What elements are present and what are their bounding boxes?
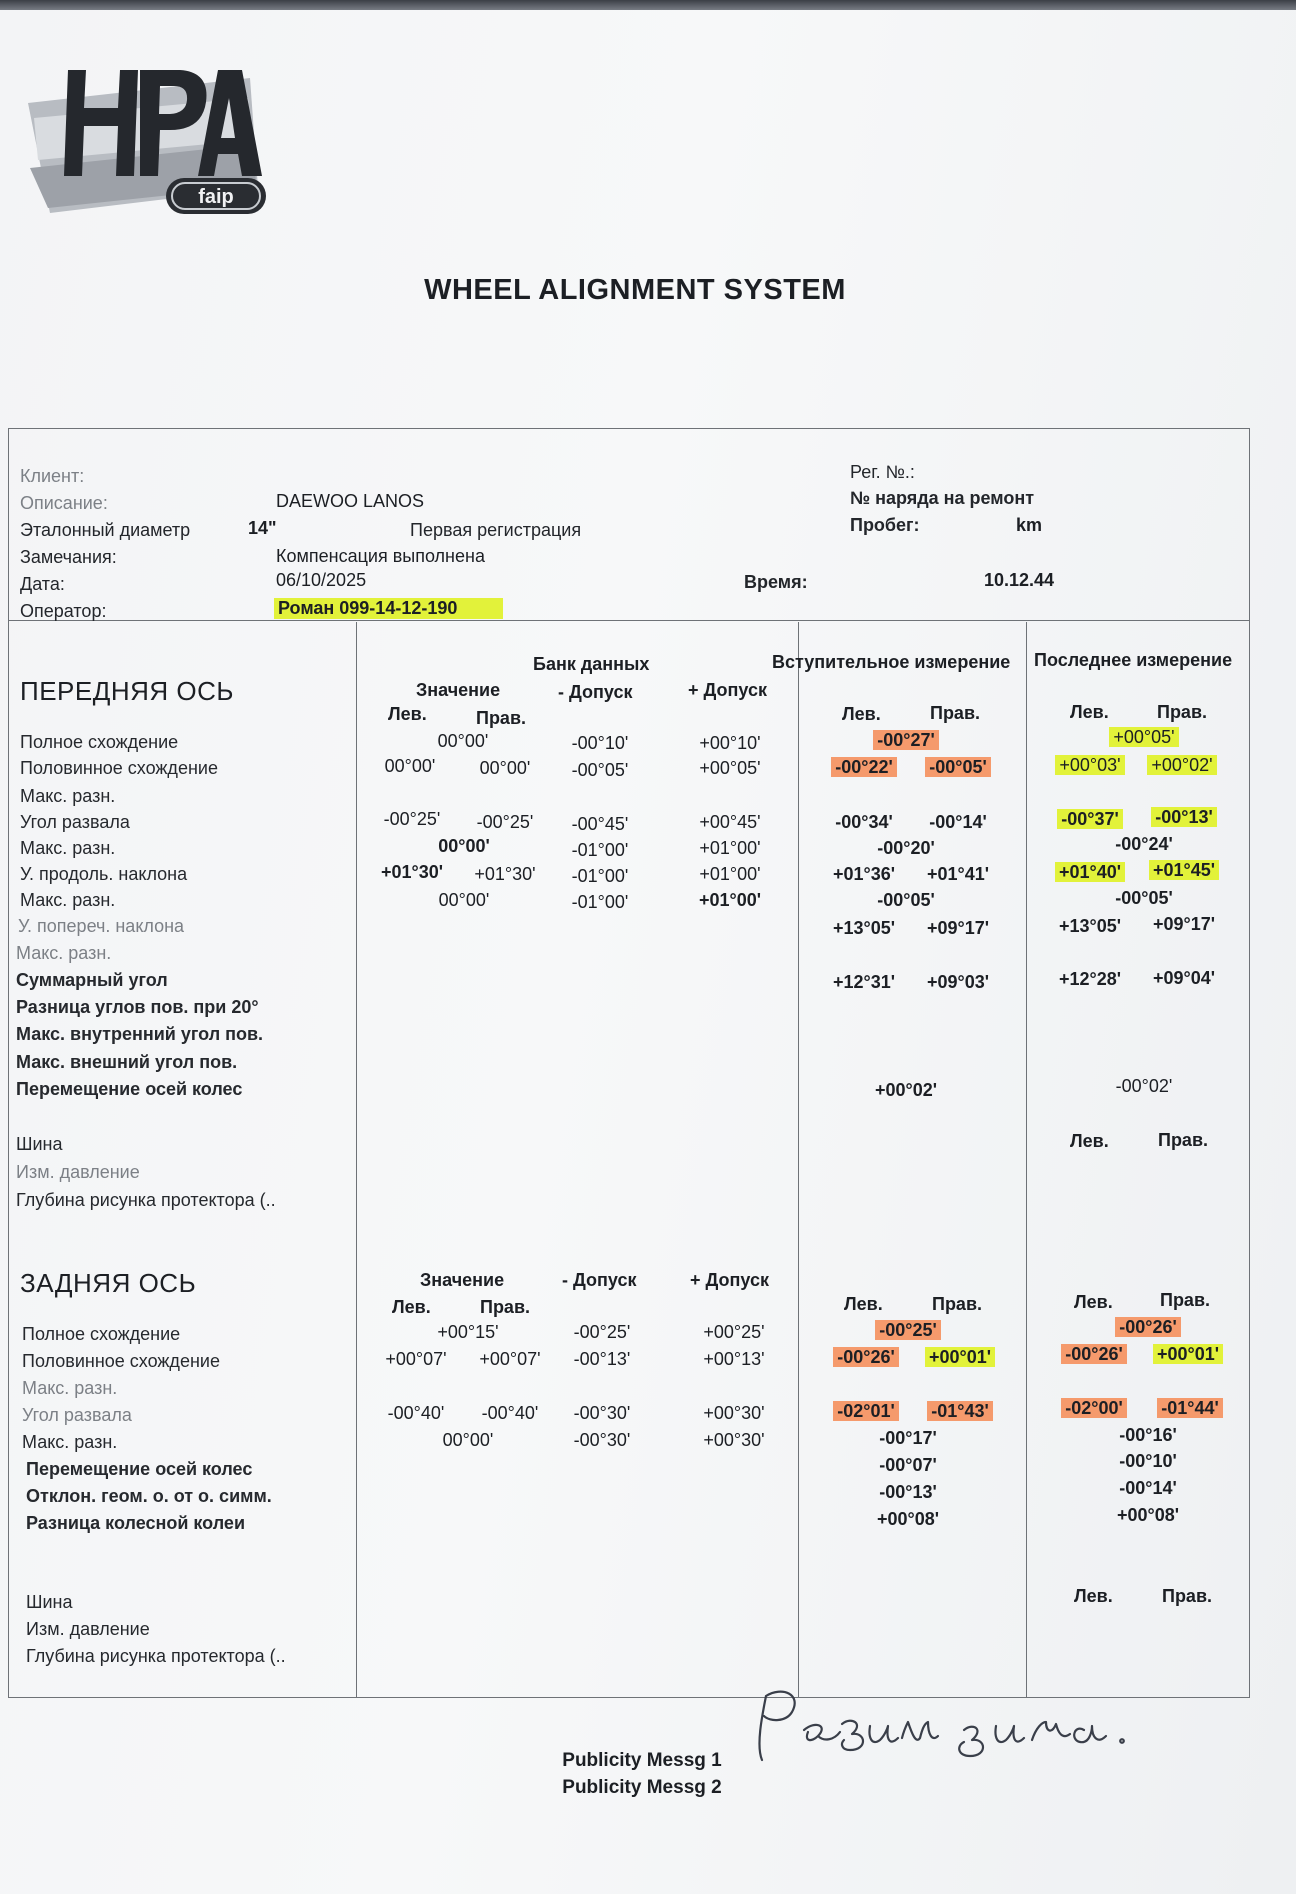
front-caster-diff-plus-tol: +01°00' — [698, 890, 762, 910]
rear-half-toe-label: Половинное схождение — [22, 1351, 220, 1371]
time-label: Время: — [744, 572, 808, 592]
front-caster-plus-tol: +01°00' — [699, 864, 761, 884]
front-caster-label: У. продоль. наклона — [20, 864, 188, 884]
rear-camber-minus-tol: -00°30' — [573, 1403, 631, 1423]
front-caster-last-left: +01°40' — [1055, 862, 1125, 882]
initial-measurement-header: Вступительное измерение — [772, 652, 1011, 672]
rear-track-diff-initial: +00°08' — [876, 1509, 940, 1529]
front-included-initial-right: +09°03' — [926, 972, 990, 992]
front-caster-value-left: +01°30' — [380, 862, 444, 882]
rear-camber-value-right: -00°40' — [481, 1403, 539, 1423]
operator-label: Оператор: — [20, 601, 107, 621]
date-value: 06/10/2025 — [276, 570, 367, 590]
last-right-header: Прав. — [1157, 702, 1208, 722]
remarks-label: Замечания: — [20, 547, 117, 567]
front-included-label: Суммарный угол — [16, 970, 168, 990]
rear-half-toe-value-left: +00°07' — [385, 1349, 447, 1369]
time-value: 10.12.44 — [984, 570, 1055, 590]
front-caster-diff-initial: -00°05' — [877, 890, 935, 910]
front-tyre-label: Шина — [16, 1134, 63, 1154]
front-total-toe-minus-tol: -00°10' — [571, 733, 629, 753]
rear-max-diff-1-label: Макс. разн. — [22, 1378, 118, 1398]
front-camber-diff-initial: -00°20' — [877, 838, 935, 858]
rear-axle-title: ЗАДНЯЯ ОСЬ — [20, 1268, 197, 1298]
front-total-toe-value: 00°00' — [437, 731, 489, 751]
rear-initial-right-header: Прав. — [932, 1294, 983, 1314]
front-tread-label: Глубина рисунка протектора (.. — [16, 1190, 276, 1210]
front-tyre-left-header: Лев. — [1070, 1131, 1109, 1151]
rear-half-toe-last-left: -00°26' — [1061, 1344, 1127, 1364]
front-kpi-label: У. попереч. наклона — [18, 916, 185, 936]
front-caster-initial-left: +01°36' — [832, 864, 896, 884]
front-camber-initial-left: -00°34' — [835, 812, 893, 832]
rear-half-toe-plus-tol: +00°13' — [703, 1349, 765, 1369]
front-total-toe-plus-tol: +00°10' — [699, 733, 761, 753]
front-half-toe-value-right: 00°00' — [479, 758, 531, 778]
front-caster-diff-last: -00°05' — [1115, 888, 1173, 908]
front-tyre-right-header: Прав. — [1158, 1130, 1209, 1150]
value-left-header: Лев. — [388, 704, 427, 724]
front-kpi-initial-right: +09°17' — [926, 918, 990, 938]
front-camber-diff-minus-tol: -01°00' — [571, 840, 629, 860]
repair-order-label: № наряда на ремонт — [850, 488, 1035, 508]
description-value: DAEWOO LANOS — [276, 491, 425, 511]
ref-diameter-value: 14" — [248, 518, 277, 538]
rear-tyre-label: Шина — [26, 1592, 73, 1612]
front-kpi-last-left: +13°05' — [1058, 916, 1122, 936]
rear-total-toe-label: Полное схождение — [22, 1324, 181, 1344]
rear-tread-label: Глубина рисунка протектора (.. — [26, 1646, 286, 1666]
rear-tyre-left-header: Лев. — [1074, 1586, 1113, 1606]
column-divider-1 — [356, 622, 357, 1698]
front-included-initial-left: +12°31' — [832, 972, 896, 992]
rear-camber-diff-initial: -00°17' — [879, 1428, 937, 1448]
rear-half-toe-last-right: +00°01' — [1153, 1344, 1223, 1364]
front-included-last-left: +12°28' — [1058, 969, 1122, 989]
rear-camber-initial-left: -02°01' — [833, 1401, 899, 1421]
rear-initial-left-header: Лев. — [844, 1294, 883, 1314]
databank-header: Банк данных — [533, 654, 650, 674]
rear-half-toe-value-right: +00°07' — [479, 1349, 541, 1369]
column-divider-3 — [1026, 622, 1027, 1698]
rear-thrust-label: Отклон. геом. о. от о. симм. — [26, 1486, 272, 1506]
front-setback-initial: +00°02' — [874, 1080, 938, 1100]
front-caster-value-right: +01°30' — [474, 864, 536, 884]
rear-half-toe-initial-left: -00°26' — [833, 1347, 899, 1367]
first-registration-label: Первая регистрация — [410, 520, 582, 540]
plus-tol-header: + Допуск — [688, 680, 768, 700]
operator-value: Роман 099-14-12-190 — [274, 598, 503, 619]
rear-max-diff-2-label: Макс. разн. — [22, 1432, 118, 1452]
rear-value-header: Значение — [420, 1270, 505, 1290]
front-max-diff-2-label: Макс. разн. — [20, 838, 116, 858]
mileage-label: Пробег: — [850, 515, 920, 535]
front-half-toe-last-right: +00°02' — [1147, 755, 1216, 775]
front-caster-diff-value: 00°00' — [438, 890, 490, 910]
front-camber-last-left: -00°37' — [1057, 809, 1123, 829]
rear-camber-last-left: -02°00' — [1061, 1398, 1127, 1418]
front-total-toe-label: Полное схождение — [20, 732, 179, 752]
front-total-toe-last: +00°05' — [1109, 727, 1178, 747]
rear-last-left-header: Лев. — [1074, 1292, 1113, 1312]
rear-total-toe-value: +00°15' — [437, 1322, 499, 1342]
publicity-message-2: Publicity Messg 2 — [562, 1777, 722, 1798]
value-header: Значение — [416, 680, 501, 700]
rear-setback-last: -00°10' — [1119, 1451, 1177, 1471]
value-right-header: Прав. — [476, 708, 527, 728]
front-camber-value-right: -00°25' — [476, 812, 534, 832]
front-included-last-right: +09°04' — [1152, 968, 1216, 988]
front-max-diff-3-label: Макс. разн. — [20, 890, 116, 910]
rear-track-diff-last: +00°08' — [1116, 1505, 1180, 1525]
rear-camber-diff-minus-tol: -00°30' — [573, 1430, 631, 1450]
description-label: Описание: — [20, 493, 108, 513]
front-pressure-label: Изм. давление — [16, 1162, 140, 1182]
front-camber-minus-tol: -00°45' — [571, 814, 629, 834]
front-camber-diff-value: 00°00' — [438, 836, 490, 856]
front-half-toe-last-left: +00°03' — [1055, 755, 1124, 775]
publicity-message-1: Publicity Messg 1 — [562, 1750, 722, 1771]
rear-camber-label: Угол развала — [22, 1405, 132, 1425]
rear-camber-initial-right: -01°43' — [927, 1401, 993, 1421]
rear-half-toe-minus-tol: -00°13' — [573, 1349, 631, 1369]
rear-camber-diff-plus-tol: +00°30' — [703, 1430, 765, 1450]
front-setback-last: -00°02' — [1115, 1076, 1173, 1096]
info-divider — [8, 620, 1250, 621]
front-toe-out-turns-label: Разница углов пов. при 20° — [16, 997, 259, 1017]
last-measurement-header: Последнее измерение — [1034, 650, 1233, 670]
front-camber-diff-plus-tol: +01°00' — [699, 838, 761, 858]
rear-camber-diff-value: 00°00' — [442, 1430, 494, 1450]
mileage-unit: km — [1016, 515, 1043, 535]
front-caster-minus-tol: -01°00' — [571, 866, 629, 886]
initial-left-header: Лев. — [842, 704, 881, 724]
page-title: WHEEL ALIGNMENT SYSTEM — [424, 274, 846, 306]
rear-thrust-initial: -00°13' — [879, 1482, 937, 1502]
rear-track-diff-label: Разница колесной колеи — [26, 1513, 246, 1533]
last-left-header: Лев. — [1070, 702, 1109, 722]
reg-no-label: Рег. №.: — [850, 462, 915, 482]
rear-setback-initial: -00°07' — [879, 1455, 937, 1475]
rear-camber-diff-last: -00°16' — [1119, 1425, 1177, 1445]
front-axle-title: ПЕРЕДНЯЯ ОСЬ — [20, 676, 234, 706]
initial-right-header: Прав. — [930, 703, 981, 723]
front-half-toe-minus-tol: -00°05' — [571, 760, 629, 780]
rear-thrust-last: -00°14' — [1119, 1478, 1177, 1498]
front-half-toe-label: Половинное схождение — [20, 758, 218, 778]
ref-diameter-label: Эталонный диаметр — [20, 520, 191, 540]
front-kpi-initial-left: +13°05' — [832, 918, 896, 938]
front-half-toe-initial-left: -00°22' — [831, 757, 897, 777]
front-half-toe-value-left: 00°00' — [384, 756, 436, 776]
front-camber-plus-tol: +00°45' — [699, 812, 761, 832]
front-caster-last-right: +01°45' — [1149, 860, 1219, 880]
remarks-value: Компенсация выполнена — [276, 546, 485, 566]
front-caster-initial-right: +01°41' — [926, 864, 990, 884]
rear-last-right-header: Прав. — [1160, 1290, 1211, 1310]
company-logo — [20, 58, 270, 223]
rear-total-toe-last: -00°26' — [1115, 1317, 1181, 1337]
front-half-toe-plus-tol: +00°05' — [699, 758, 761, 778]
front-caster-diff-minus-tol: -01°00' — [571, 892, 629, 912]
column-divider-2 — [798, 622, 799, 1698]
front-max-outer-label: Макс. внешний угол пов. — [16, 1052, 238, 1072]
rear-tyre-right-header: Прав. — [1162, 1586, 1213, 1606]
front-total-toe-initial: -00°27' — [873, 730, 939, 750]
rear-pressure-label: Изм. давление — [26, 1619, 150, 1639]
rear-value-right-header: Прав. — [480, 1297, 531, 1317]
rear-plus-tol-header: + Допуск — [690, 1270, 770, 1290]
front-camber-initial-right: -00°14' — [929, 812, 987, 832]
rear-total-toe-initial: -00°25' — [875, 1320, 941, 1340]
date-label: Дата: — [20, 574, 65, 594]
rear-minus-tol-header: - Допуск — [562, 1270, 637, 1290]
rear-half-toe-initial-right: +00°01' — [925, 1347, 995, 1367]
front-max-diff-4-label: Макс. разн. — [16, 943, 112, 963]
front-max-diff-1-label: Макс. разн. — [20, 786, 116, 806]
minus-tol-header: - Допуск — [558, 682, 633, 702]
rear-camber-last-right: -01°44' — [1157, 1398, 1223, 1418]
front-max-inner-label: Макс. внутренний угол пов. — [16, 1024, 264, 1044]
rear-total-toe-plus-tol: +00°25' — [703, 1322, 765, 1342]
front-camber-last-right: -00°13' — [1151, 807, 1217, 827]
rear-setback-label: Перемещение осей колес — [26, 1459, 253, 1479]
rear-camber-value-left: -00°40' — [387, 1403, 445, 1423]
front-camber-label: Угол развала — [20, 812, 130, 832]
front-setback-label: Перемещение осей колес — [16, 1079, 243, 1099]
front-camber-diff-last: -00°24' — [1115, 834, 1173, 854]
front-half-toe-initial-right: -00°05' — [925, 757, 991, 777]
front-camber-value-left: -00°25' — [383, 809, 441, 829]
rear-camber-plus-tol: +00°30' — [703, 1403, 765, 1423]
rear-value-left-header: Лев. — [392, 1297, 431, 1317]
front-kpi-last-right: +09°17' — [1152, 914, 1216, 934]
handwritten-note — [752, 1686, 1212, 1781]
client-label: Клиент: — [20, 466, 85, 486]
svg-text:faip: faip — [198, 186, 234, 208]
rear-total-toe-minus-tol: -00°25' — [573, 1322, 631, 1342]
